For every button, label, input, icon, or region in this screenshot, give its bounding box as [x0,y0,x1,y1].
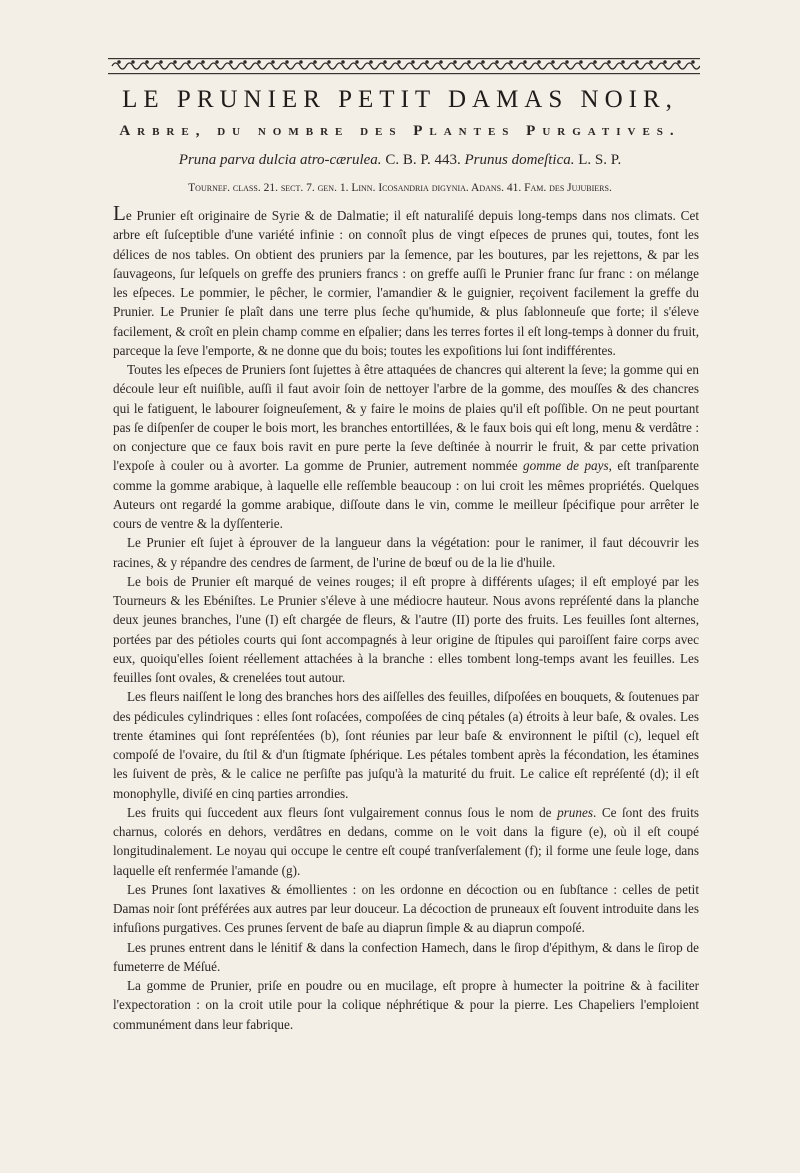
ornament-scroll [574,63,588,69]
ornament-dot [412,61,414,63]
ornament-dot [300,61,302,63]
ornament-dot [202,61,204,63]
ornament-dot [636,61,638,63]
ornament-dot [314,61,316,63]
ornament-dot [566,61,568,63]
ornament-dot [580,61,582,63]
ornament-dot [650,61,652,63]
paragraph-7: Les Prunes ſont laxatives & émollientes : on les ordonne en décoction ou en ſubſtance : celles de petit Damas noir ſont préférées aux autres par leur douceur. La décoction de pruneaux eſt ſouvent introduite dans les infuſions purgatives. Ces prunes ſervent de baſe au diaprun ſimple & au diaprun compoſé. [113,881,699,936]
ornament-scroll [602,63,616,69]
paragraph-2 [113,360,699,533]
paragraph-2-text-a: Toutes les eſpeces de Pruniers ſont ſujettes à être attaquées de chancres qui alterent la ſeve; la gomme qui en découle leur eſt nuiſible, auſſi il faut avoir ſoin de nettoyer l'arbre de la gomme, des mouſſes & des chancres qui le fatiguent, le labourer ſoigneuſement, & y faire le moins de plaies qu'il eſt poſſible. On ne peut pourtant pas ſe diſpenſer de couper le bois mort, les branches entortillées, & le faux bois qui eſt long, menu & verdâtre : on conjecture que ce faux bois ravit en pure perte la ſeve deſtinée à nourrir le fruit, & par cette privation l'expoſe à couler ou à avorter. La gomme de Prunier, autrement nommée [113,362,699,474]
ornament-dot [608,61,610,63]
ornament-dot [370,61,372,63]
ornament-dot [160,61,162,63]
ornament-scroll [518,63,532,69]
ornament-dot [524,61,526,63]
ornament-scroll [644,63,658,69]
ornament-dot [496,61,498,63]
ornament-scroll [588,63,602,69]
synonym-1-ref: C. B. P. 443. [385,152,461,168]
ornament-dot [286,61,288,63]
ornament-dot [468,61,470,63]
decorative-border-ornament [108,55,700,77]
ornament-dot [244,61,246,63]
ornament-scroll [378,63,392,69]
synonym-1-latin: Pruna parva dulcia atro-cærulea. [178,152,382,168]
paragraph-3: Le Prunier eſt ſujet à éprouver de la langueur dans la végétation: pour le ranimer, il faut découvrir les racines, & y répandre des cendres de ſarment, de l'urine de bœuf ou de la lie d'huile. [113,535,699,570]
ornament-dot [692,61,694,63]
ornament-scroll [532,63,546,69]
ornament-scroll [658,63,672,69]
paragraph-2-emphasis: gomme de pays [523,458,609,474]
ornament-scroll [350,63,364,69]
ornament-dot [440,61,442,63]
ornament-scroll [224,63,238,69]
paragraph-2-text-b: , eſt tranſparente comme la gomme arabique, à laquelle elle reſſemble beaucoup : on lui croit les mêmes propriétés. Quelques Auteurs ont regardé la gomme arabique, diſſoute dans le vin, comme le meilleur ſpécifique pour arrêter le cours de ventre & la dyſſenterie. [113,458,699,531]
ornament-scroll [280,63,294,69]
ornament-dot [594,61,596,63]
ornament-dot [426,61,428,63]
paragraph-9: La gomme de Prunier, priſe en poudre ou en mucilage, eſt propre à humecter la poitrine & à faciliter l'expectoration : on la croit utile pour la colique néphrétique & pour la pierre. Les Chapeliers l'emploient communément dans leur fabrique. [113,978,699,1032]
ornament-dot [146,61,148,63]
paragraph-6-emphasis: prunes [557,804,593,820]
paragraph-1-text: e Prunier eſt originaire de Syrie & de Dalmatie; il eſt naturaliſé depuis long-temps dans nos climats. Cet arbre eſt ſuſceptible d'une variété infinie : on connoît plus de vingt eſpeces de prunes qui, toutes, font les délices de nos tables. On obtient des pruniers par la ſemence, par les boutures, par les rejettons, & par les ſauvageons, ſur leſquels on greffe des pruniers francs : on greffe auſſi le Prunier franc ſur franc : on mélange les eſpeces. Le pommier, le pêcher, le cormier, l'amandier & le guignier, reçoivent facilement la greffe du Prunier. Le Prunier ſe plaît dans une terre plus ſeche qu'humide, & plus ſablonneuſe que forte; il s'éleve facilement, & croît en plein champ comme en eſpalier; dans les terres fortes il eſt long-temps à donner du fruit, parceque la ſeve l'emporte, & ne donne que du bois; toutes les expoſitions lui ſont indifférentes. [113,208,699,358]
ornament-dot [664,61,666,63]
ornament-dot [328,61,330,63]
ornament-scroll [294,63,308,69]
ornament-scroll [238,63,252,69]
page-title: LE PRUNIER PETIT DAMAS NOIR, [122,86,678,113]
ornament-scroll [392,63,406,69]
ornament-dot [356,61,358,63]
ornament-scroll [448,63,462,69]
ornament-scroll [616,63,630,69]
paragraph-4: Le bois de Prunier eſt marqué de veines rouges; il eſt propre à différents uſages; il eſt employé par les Tourneurs & les Ebéniſtes. Le Prunier s'éleve à une médiocre hauteur. Nous avons repréſenté dans la planche deux jeunes branches, l'une (I) eſt chargée de fleurs, & l'autre (II) porte des fruits. Les feuilles ſont alternes, portées par des pétioles courts qui ſont accompagnés à leur origine de ſtipules qui paroiſſent faire corps avec eux, quoiqu'elles ſoient réellement attachées à la branche : elles tombent long-temps avant les feuilles. Les feuilles ſont ovales, & crenelées tout autour. [113,573,699,685]
ornament-scroll [210,63,224,69]
paragraph-5: Les fleurs naiſſent le long des branches hors des aiſſelles des feuilles, diſpoſées en bouquets, & ſoutenues par des pédicules cylindriques : elles ſont roſacées, compoſées de cinq pétales (a) étroits à leur baſe, & ovales. Les trente étamines qui ſont repréſentées (b), ſont réunies par leur baſe & environnent le piſtil (c), lequel eſt compoſé de l'ovaire, du ſtil & d'un ſtigmate ſphérique. Les pétales tombent après la fécondation, les étamines les ſuivent de près, & le calice ne perſiſte pas juſqu'à la maturité du fruit. Le calice eſt repréſenté (d); il eſt monophylle, diviſé en cinq parties arrondies. [113,689,699,801]
ornament-scroll [560,63,574,69]
paragraph-1 [113,201,699,360]
page-subtitle: Arbre, du nombre des Plantes Purgatives. [119,123,681,139]
ornament-scroll [546,63,560,69]
ornament-scroll [154,63,168,69]
ornament-dot [216,61,218,63]
classification-line: Tournef. claſſ. 21. ſect. 7. gen. 1. Linn. Icoſandria digynia. Adans. 41. Fam. des Jujubiers. [188,182,612,194]
paragraph-6 [113,803,699,880]
ornament-dot [230,61,232,63]
ornament-scroll [322,63,336,69]
ornament-scroll [672,63,686,69]
paragraph-6-text-b: . Ce ſont des fruits charnus, colorés en dehors, verdâtres en dedans, comme on le voit dans la figure (e), où il eſt coupé longitudinalement. Le noyau qui occupe le centre eſt coupé tranſverſalement (f); il forme une ſeule loge, dans laquelle eſt renfermée l'amande (g). [113,804,699,878]
drop-cap: L [113,201,126,225]
ornament-scroll [462,63,476,69]
paragraph-8: Les prunes entrent dans le lénitif & dans la confection Hamech, dans le ſirop d'épithym, & dans le ſirop de fumeterre de Méſué. [113,939,699,974]
body-text [113,201,699,1034]
ornament-scroll [112,63,126,69]
ornament-scroll [336,63,350,69]
ornament-dot [482,61,484,63]
ornament-scroll [252,63,266,69]
ornament-dot [174,61,176,63]
ornament-dot [188,61,190,63]
ornament-dot [552,61,554,63]
ornament-scroll [168,63,182,69]
ornament-scroll [490,63,504,69]
ornament-scroll [364,63,378,69]
ornament-scroll [476,63,490,69]
ornament-dot [454,61,456,63]
ornament-scroll [434,63,448,69]
latin-synonyms [0,152,800,169]
ornament-scroll [630,63,644,69]
ornament-scroll [504,63,518,69]
ornament-dot [272,61,274,63]
ornament-scroll [266,63,280,69]
ornament-dot [538,61,540,63]
paragraph-6-text-a: Les fruits qui ſuccedent aux fleurs ſont vulgairement connus ſous le nom de [127,804,552,820]
ornament-dot [384,61,386,63]
ornament-dot [132,61,134,63]
ornament-dot [118,61,120,63]
ornament-scroll [196,63,210,69]
ornament-scroll [182,63,196,69]
synonym-2-ref: L. S. P. [578,152,622,168]
ornament-dot [258,61,260,63]
synonym-2-latin: Prunus domeſtica. [464,152,575,168]
ornament-dot [342,61,344,63]
ornament-scroll [420,63,434,69]
ornament-scroll [686,63,700,69]
ornament-dot [398,61,400,63]
ornament-scroll [140,63,154,69]
ornament-dot [678,61,680,63]
ornament-scroll [126,63,140,69]
ornament-scroll [308,63,322,69]
ornament-dot [510,61,512,63]
ornament-dot [622,61,624,63]
ornament-scroll [406,63,420,69]
